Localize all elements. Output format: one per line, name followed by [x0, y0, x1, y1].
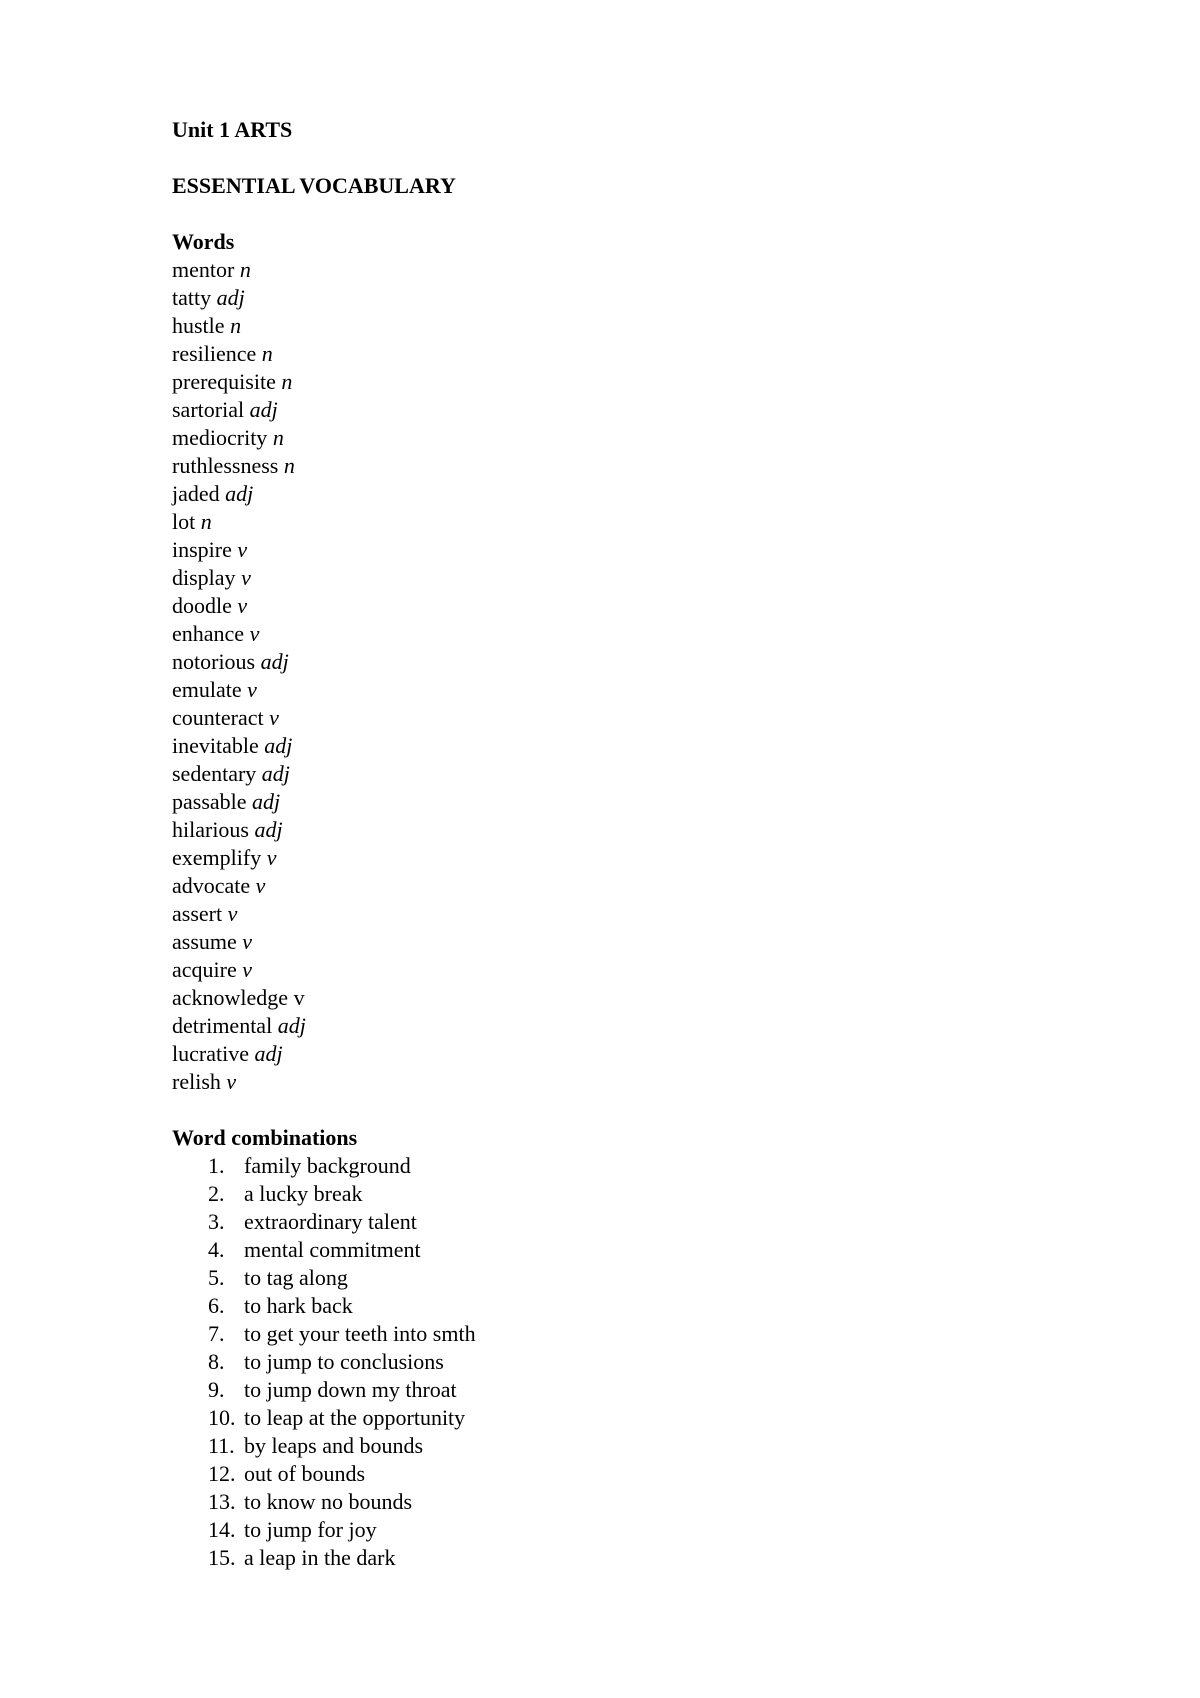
word-text: emulate: [172, 677, 242, 702]
word-item: [172, 1012, 1072, 1040]
word-item: [172, 928, 1072, 956]
word-text: assert: [172, 901, 223, 926]
word-item: [172, 956, 1072, 984]
word-item: [172, 284, 1072, 312]
word-text: advocate: [172, 873, 251, 898]
word-text: detrimental: [172, 1013, 273, 1038]
combination-item: [172, 1152, 1072, 1180]
word-text: lot: [172, 509, 196, 534]
document-body: [172, 116, 1072, 1572]
part-of-speech: v: [242, 957, 252, 982]
combination-number: 11.: [208, 1433, 235, 1458]
word-item: [172, 984, 1072, 1012]
combination-number: 2.: [208, 1181, 225, 1206]
word-item: [172, 732, 1072, 760]
combination-item: [172, 1264, 1072, 1292]
part-of-speech: adj: [260, 649, 289, 674]
part-of-speech: v: [249, 621, 260, 646]
word-item: [172, 620, 1072, 648]
combination-text: mental commitment: [244, 1237, 421, 1262]
word-text: notorious: [172, 649, 256, 674]
combination-number: 4.: [208, 1237, 225, 1262]
part-of-speech: v: [242, 929, 253, 954]
word-item: [172, 760, 1072, 788]
word-item: [172, 424, 1072, 452]
word-text: tatty: [172, 285, 212, 310]
word-text: mentor: [172, 257, 235, 282]
word-text: enhance: [172, 621, 245, 646]
combination-text: a lucky break: [244, 1181, 363, 1206]
word-item: [172, 900, 1072, 928]
combination-number: 13.: [208, 1489, 236, 1514]
combination-text: family background: [244, 1153, 411, 1178]
combination-item: [172, 1320, 1072, 1348]
combination-text: to jump for joy: [244, 1517, 377, 1542]
combination-item: [172, 1516, 1072, 1544]
combination-item: [172, 1208, 1072, 1236]
part-of-speech: v: [226, 1069, 237, 1094]
part-of-speech: adj: [252, 789, 281, 814]
part-of-speech: adj: [264, 733, 293, 758]
combination-number: 5.: [208, 1265, 225, 1290]
word-item: [172, 676, 1072, 704]
combination-text: out of bounds: [244, 1461, 365, 1486]
word-item: [172, 564, 1072, 592]
combination-number: 9.: [208, 1377, 225, 1402]
part-of-speech: n: [230, 313, 242, 338]
part-of-speech: v: [269, 705, 279, 730]
word-item: [172, 816, 1072, 844]
part-of-speech: adj: [254, 817, 283, 842]
part-of-speech: n: [261, 341, 273, 366]
combination-number: 15.: [208, 1545, 236, 1570]
part-of-speech: adj: [261, 761, 290, 786]
word-text: assume: [172, 929, 237, 954]
word-item: [172, 1068, 1072, 1096]
part-of-speech: v: [247, 677, 257, 702]
combination-number: 8.: [208, 1349, 225, 1374]
part-of-speech: n: [272, 425, 284, 450]
word-text: sartorial: [172, 397, 245, 422]
word-text: display: [172, 565, 236, 590]
combinations-list: [172, 1152, 1072, 1572]
combination-item: [172, 1460, 1072, 1488]
word-text: acquire: [172, 957, 237, 982]
part-of-speech: v: [255, 873, 266, 898]
part-of-speech: n: [283, 453, 295, 478]
combination-item: [172, 1376, 1072, 1404]
word-text: jaded: [172, 481, 220, 506]
word-item: [172, 1040, 1072, 1068]
combination-item: [172, 1544, 1072, 1572]
unit-title: Unit 1 ARTS: [172, 117, 293, 142]
word-text: hilarious: [172, 817, 249, 842]
word-text: ruthlessness: [172, 453, 279, 478]
word-item: [172, 368, 1072, 396]
word-text: relish: [172, 1069, 221, 1094]
word-item: [172, 340, 1072, 368]
part-of-speech: n: [200, 509, 212, 534]
word-item: [172, 452, 1072, 480]
part-of-speech: n: [281, 369, 293, 394]
combination-number: 7.: [208, 1321, 225, 1346]
combination-text: to get your teeth into smth: [244, 1321, 476, 1346]
word-text: hustle: [172, 313, 225, 338]
combination-text: to leap at the opportunity: [244, 1405, 466, 1430]
part-of-speech: v: [227, 901, 238, 926]
section-title: ESSENTIAL VOCABULARY: [172, 173, 456, 198]
part-of-speech: v: [293, 985, 305, 1010]
word-text: mediocrity: [172, 425, 268, 450]
combinations-heading: Word combinations: [172, 1125, 358, 1150]
words-list: [172, 256, 1072, 1096]
part-of-speech: v: [266, 845, 277, 870]
word-text: passable: [172, 789, 247, 814]
combination-item: [172, 1292, 1072, 1320]
word-text: resilience: [172, 341, 257, 366]
part-of-speech: v: [237, 593, 248, 618]
words-heading: Words: [172, 229, 235, 254]
word-item: [172, 592, 1072, 620]
word-text: lucrative: [172, 1041, 249, 1066]
word-text: sedentary: [172, 761, 257, 786]
part-of-speech: adj: [277, 1013, 306, 1038]
combination-number: 3.: [208, 1209, 225, 1234]
combination-number: 6.: [208, 1293, 225, 1318]
word-item: [172, 788, 1072, 816]
combination-number: 10.: [208, 1405, 236, 1430]
part-of-speech: adj: [254, 1041, 283, 1066]
part-of-speech: v: [237, 537, 248, 562]
word-item: [172, 648, 1072, 676]
combination-item: [172, 1432, 1072, 1460]
part-of-speech: n: [239, 257, 251, 282]
combination-item: [172, 1348, 1072, 1376]
word-item: [172, 256, 1072, 284]
word-text: acknowledge: [172, 985, 289, 1010]
word-item: [172, 480, 1072, 508]
combination-number: 12.: [208, 1461, 236, 1486]
part-of-speech: adj: [225, 481, 254, 506]
combination-item: [172, 1404, 1072, 1432]
word-text: inspire: [172, 537, 232, 562]
combination-item: [172, 1488, 1072, 1516]
word-item: [172, 508, 1072, 536]
part-of-speech: adj: [216, 285, 245, 310]
combination-text: by leaps and bounds: [244, 1433, 424, 1458]
word-text: counteract: [172, 705, 264, 730]
combination-text: extraordinary talent: [244, 1209, 417, 1234]
word-item: [172, 872, 1072, 900]
combination-text: a leap in the dark: [244, 1545, 396, 1570]
word-item: [172, 844, 1072, 872]
combination-number: 14.: [208, 1517, 236, 1542]
word-item: [172, 536, 1072, 564]
combination-number: 1.: [208, 1153, 225, 1178]
word-text: exemplify: [172, 845, 262, 870]
word-text: inevitable: [172, 733, 259, 758]
word-text: prerequisite: [172, 369, 276, 394]
combination-text: to tag along: [244, 1265, 348, 1290]
part-of-speech: v: [241, 565, 251, 590]
word-item: [172, 312, 1072, 340]
combination-text: to jump down my throat: [244, 1377, 457, 1402]
word-item: [172, 396, 1072, 424]
word-item: [172, 704, 1072, 732]
combination-text: to hark back: [244, 1293, 353, 1318]
combination-text: to know no bounds: [244, 1489, 413, 1514]
combination-item: [172, 1180, 1072, 1208]
combination-item: [172, 1236, 1072, 1264]
word-text: doodle: [172, 593, 232, 618]
combination-text: to jump to conclusions: [244, 1349, 444, 1374]
part-of-speech: adj: [249, 397, 278, 422]
